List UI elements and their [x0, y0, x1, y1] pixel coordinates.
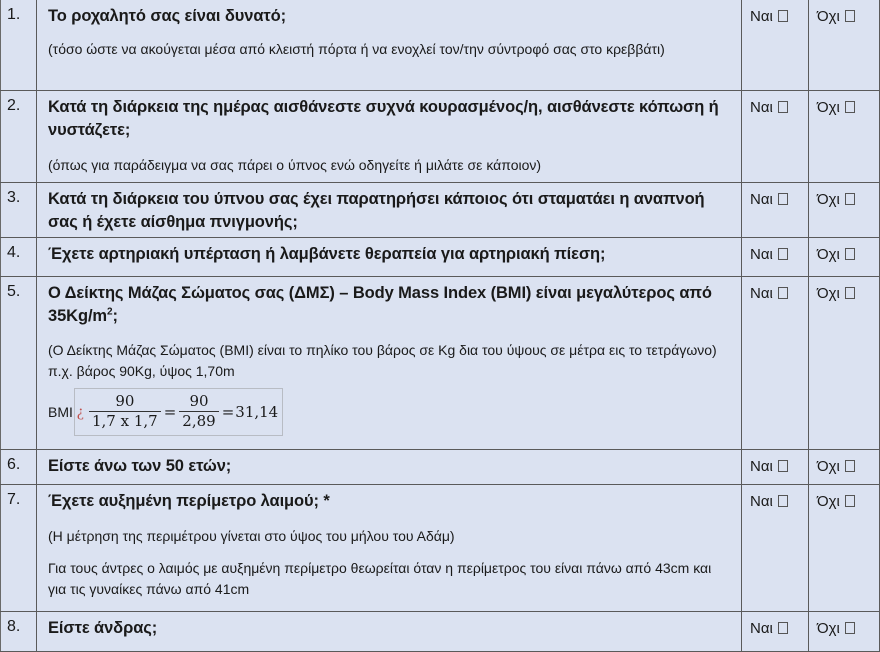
no-checkbox-icon[interactable] [845, 101, 855, 113]
question-title: Το ροχαλητό σας είναι δυνατό; [48, 7, 287, 25]
no-label: Όχι [817, 619, 840, 637]
no-checkbox-icon[interactable] [845, 622, 855, 634]
question-row-4 [1, 237, 880, 276]
formula-result: 31,14 [235, 402, 279, 421]
yes-checkbox-icon[interactable] [778, 248, 788, 260]
question-row-8 [1, 611, 880, 651]
no-option[interactable] [809, 276, 880, 449]
question-row-3 [1, 182, 880, 237]
no-option[interactable] [809, 611, 880, 651]
question-row-2 [1, 90, 880, 182]
question-row-5 [1, 276, 880, 449]
question-body [37, 611, 742, 651]
yes-label: Ναι [750, 284, 773, 302]
no-option[interactable] [809, 90, 880, 182]
no-checkbox-icon[interactable] [845, 193, 855, 205]
question-note: (τόσο ώστε να ακούγεται μέσα από κλειστή πόρτα ή να ενοχλεί τον/την σύντροφό σας στο κρεββάτι) [48, 41, 665, 57]
yes-label: Ναι [750, 492, 773, 510]
yes-label: Ναι [750, 98, 773, 116]
no-label: Όχι [817, 492, 840, 510]
question-row-7 [1, 484, 880, 611]
question-title: Κατά τη διάρκεια του ύπνου σας έχει παρατηρήσει κάποιος ότι σταματάει η αναπνοή σας ή έχετε αίσθημα πνιγμονής; [48, 189, 705, 231]
fraction-1: $\frac{90}{1,7 x 1,7}$ [89, 392, 161, 431]
question-body [37, 182, 742, 237]
question-note: (Η μέτρηση της περιμέτρου γίνεται στο ύψος του μήλου του Αδάμ) [48, 527, 455, 544]
question-title: Είστε άνδρας; [48, 618, 158, 637]
no-label: Όχι [817, 190, 840, 208]
yes-checkbox-icon[interactable] [778, 193, 788, 205]
question-note: (Ο Δείκτης Μάζας Σώματος (BMI) είναι το πηλίκο του βάρος σε Kg δια του ύψους σε μέτρα εις το τετράγωνο) π.χ. βάρος 90Kg, ύψος 1,70m [48, 341, 717, 379]
question-title: Ο Δείκτης Μάζας Σώματος σας (ΔΜΣ) – Body Mass Index (BMI) είναι μεγαλύτερος από $35Kg/m^2$; [48, 283, 712, 325]
question-row-6 [1, 449, 880, 484]
yes-checkbox-icon[interactable] [778, 495, 788, 507]
yes-label: Ναι [750, 457, 773, 475]
yes-label: Ναι [750, 8, 773, 25]
yes-option[interactable] [742, 0, 809, 90]
yes-checkbox-icon[interactable] [778, 460, 788, 472]
no-checkbox-icon[interactable] [845, 248, 855, 260]
no-option[interactable] [809, 182, 880, 237]
no-label: Όχι [817, 8, 840, 25]
no-option[interactable] [809, 0, 880, 90]
yes-checkbox-icon[interactable] [778, 10, 788, 22]
no-checkbox-icon[interactable] [845, 287, 855, 299]
question-body [37, 90, 742, 182]
yes-option[interactable] [742, 90, 809, 182]
question-number: 6. [1, 449, 37, 484]
yes-checkbox-icon[interactable] [778, 101, 788, 113]
question-number: 3. [1, 182, 37, 237]
bmi-formula [48, 388, 733, 436]
yes-label: Ναι [750, 619, 773, 637]
no-label: Όχι [817, 245, 840, 263]
question-title: Κατά τη διάρκεια της ημέρας αισθάνεστε συχνά κουρασμένος/η, αισθάνεστε κόπωση ή νυστάζετε; [48, 97, 719, 139]
question-number: 2. [1, 90, 37, 182]
question-number: 4. [1, 237, 37, 276]
no-checkbox-icon[interactable] [845, 10, 855, 22]
no-label: Όχι [817, 284, 840, 302]
question-body [37, 484, 742, 611]
yes-option[interactable] [742, 237, 809, 276]
question-body [37, 449, 742, 484]
fraction-2: $\frac{90}{2,89}$ [179, 392, 218, 431]
no-option[interactable] [809, 449, 880, 484]
yes-option[interactable] [742, 611, 809, 651]
no-label: Όχι [817, 457, 840, 475]
question-number: 7. [1, 484, 37, 611]
yes-option[interactable] [742, 276, 809, 449]
question-number: 5. [1, 276, 37, 449]
formula-equation: ¿ $\frac{90}{1,7 x 1,7}$ = $\frac{90}{2,89}$ = 31,14 [74, 388, 283, 436]
rendering-glyph: ¿ [76, 402, 84, 420]
yes-label: Ναι [750, 245, 773, 263]
yes-option[interactable] [742, 484, 809, 611]
question-note: (όπως για παράδειγμα να σας πάρει ο ύπνος ενώ οδηγείτε ή μιλάτε σε κάποιον) [48, 156, 542, 173]
question-number: 8. [1, 611, 37, 651]
yes-label: Ναι [750, 190, 773, 208]
question-title: Είστε άνω των 50 ετών; [48, 456, 232, 475]
question-body [37, 237, 742, 276]
no-option[interactable] [809, 237, 880, 276]
question-body [37, 0, 742, 90]
yes-checkbox-icon[interactable] [778, 622, 788, 634]
yes-option[interactable] [742, 449, 809, 484]
question-body [37, 276, 742, 449]
question-row-1 [1, 0, 880, 90]
no-checkbox-icon[interactable] [845, 495, 855, 507]
question-number: 1. [1, 0, 37, 90]
question-note: Για τους άντρες ο λαιμός με αυξημένη περίμετρο θεωρείται όταν η περίμετρος του είναι πάνω από 43cm και για τις γυναίκες πάνω από 41cm [48, 559, 712, 597]
formula-label: BMI [48, 403, 73, 420]
yes-checkbox-icon[interactable] [778, 287, 788, 299]
no-option[interactable] [809, 484, 880, 611]
question-title: Έχετε αυξημένη περίμετρο λαιμού; * [48, 491, 330, 510]
no-checkbox-icon[interactable] [845, 460, 855, 472]
question-title: Έχετε αρτηριακή υπέρταση ή λαμβάνετε θεραπεία για αρτηριακή πίεση; [48, 244, 606, 263]
yes-option[interactable] [742, 182, 809, 237]
no-label: Όχι [817, 98, 840, 116]
